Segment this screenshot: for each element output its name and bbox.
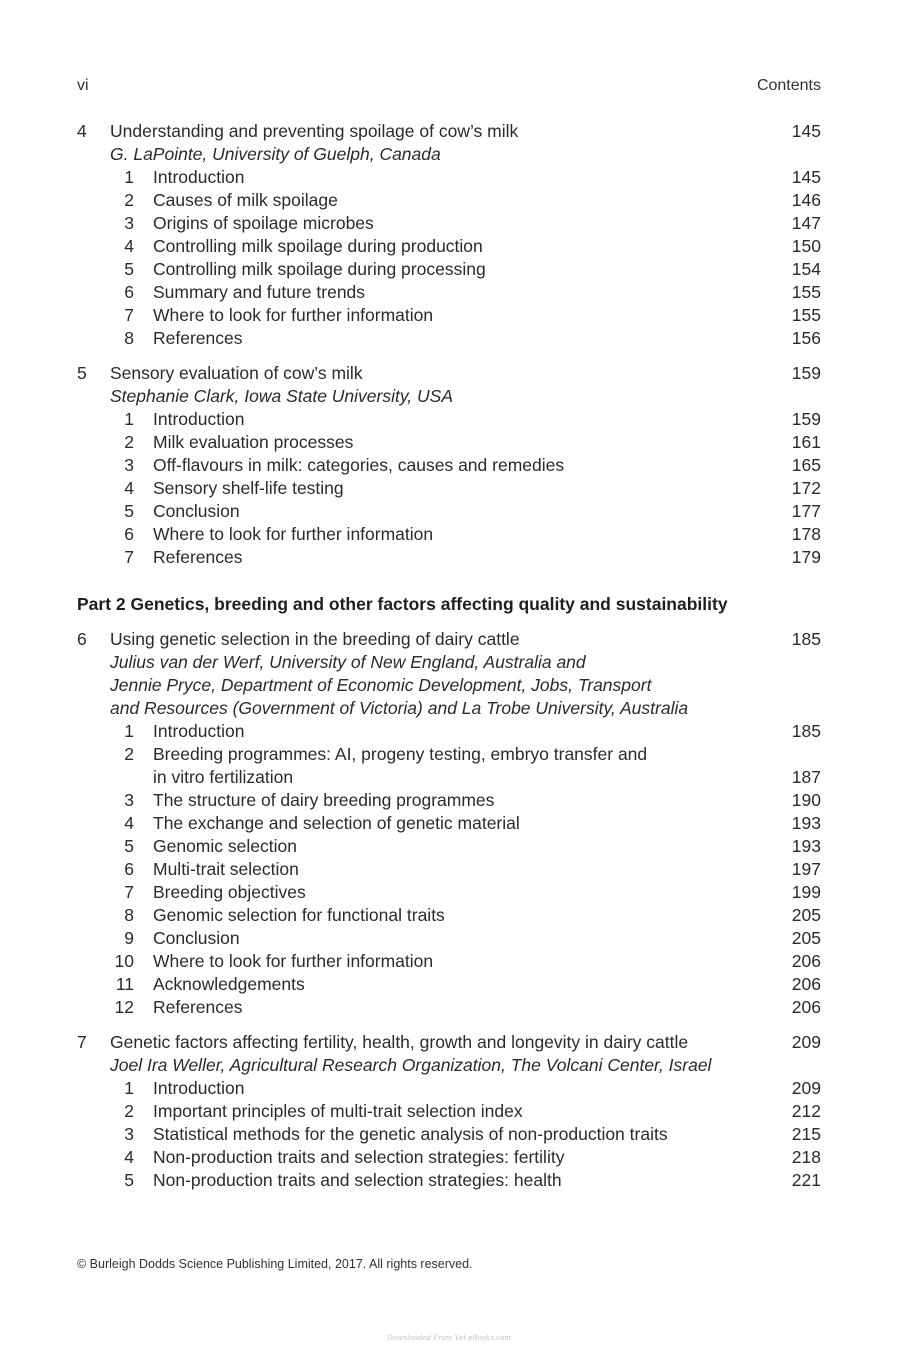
section-page-number: 187 [791, 767, 821, 787]
section-number: 6 [124, 524, 134, 544]
section-title: Where to look for further information [153, 524, 434, 544]
section-page-number: 190 [791, 790, 821, 810]
watermark: Downloaded From Vet-eBooks.com [387, 1334, 511, 1342]
section-number: 8 [124, 905, 134, 925]
section-number: 3 [124, 213, 134, 233]
section-number: 1 [124, 721, 134, 741]
section-page-number: 146 [791, 190, 821, 210]
section-page-number: 221 [791, 1170, 821, 1190]
section-number: 2 [124, 432, 134, 452]
section-title: Origins of spoilage microbes [153, 213, 374, 233]
section-number: 4 [124, 1147, 134, 1167]
section-number: 2 [124, 1101, 134, 1121]
chapter-page-number: 185 [791, 629, 821, 649]
section-page-number: 150 [791, 236, 821, 256]
section-row [77, 454, 821, 477]
section-row [77, 1123, 821, 1146]
chapter-entry [77, 120, 821, 350]
section-number: 3 [124, 1124, 134, 1144]
section-title: Statistical methods for the genetic analysis of non-production traits [153, 1124, 668, 1144]
chapter-heading-row [77, 362, 821, 385]
section-row [77, 258, 821, 281]
chapter-number: 6 [77, 629, 87, 649]
section-title: Introduction [153, 721, 245, 741]
section-row [77, 408, 821, 431]
section-row [77, 950, 821, 973]
section-row [77, 973, 821, 996]
section-number: 5 [124, 1170, 134, 1190]
chapter-entry [77, 1031, 821, 1192]
section-title: Introduction [153, 1078, 245, 1098]
running-title: Contents [756, 77, 821, 94]
part-heading: Part 2 Genetics, breeding and other factors affecting quality and sustainability [77, 594, 728, 614]
section-page-number: 193 [791, 836, 821, 856]
section-number: 7 [124, 882, 134, 902]
section-title: Multi-trait selection [153, 859, 299, 879]
section-page-number: 161 [791, 432, 821, 452]
section-number: 11 [115, 974, 134, 994]
section-number: 7 [124, 305, 134, 325]
chapter-page-number: 159 [791, 363, 821, 383]
section-title: Important principles of multi-trait selection index [153, 1101, 523, 1121]
section-title: Genomic selection [153, 836, 297, 856]
section-number: 5 [124, 259, 134, 279]
section-title: Non-production traits and selection strategies: fertility [153, 1147, 565, 1167]
section-page-number: 215 [791, 1124, 821, 1144]
chapter-number: 5 [77, 363, 87, 383]
section-title: Breeding programmes: AI, progeny testing, embryo transfer and [153, 744, 648, 764]
section-title: Non-production traits and selection strategies: health [153, 1170, 562, 1190]
section-page-number: 197 [791, 859, 821, 879]
section-title: Acknowledgements [153, 974, 305, 994]
section-row [77, 189, 821, 212]
chapter-author: and Resources (Government of Victoria) and La Trobe University, Australia [110, 698, 689, 718]
section-number: 1 [124, 1078, 134, 1098]
section-row [77, 431, 821, 454]
section-title: Controlling milk spoilage during processing [153, 259, 486, 279]
section-page-number: 154 [791, 259, 821, 279]
section-page-number: 172 [791, 478, 821, 498]
copyright-footer: © Burleigh Dodds Science Publishing Limited, 2017. All rights reserved. [77, 1257, 473, 1271]
section-number: 9 [124, 928, 134, 948]
author-row [77, 697, 821, 720]
section-page-number: 206 [791, 997, 821, 1017]
section-row [77, 789, 821, 812]
section-title: References [153, 328, 243, 348]
section-page-number: 156 [791, 328, 821, 348]
section-row [77, 1077, 821, 1100]
section-page-number: 206 [791, 974, 821, 994]
section-title: Genomic selection for functional traits [153, 905, 445, 925]
section-title: Controlling milk spoilage during production [153, 236, 483, 256]
section-page-number: 147 [791, 213, 821, 233]
section-row [77, 812, 821, 835]
section-page-number: 155 [791, 282, 821, 302]
section-number: 12 [114, 997, 134, 1017]
author-row [77, 143, 821, 166]
author-row [77, 1054, 821, 1077]
chapter-author: Julius van der Werf, University of New England, Australia and [110, 652, 586, 672]
section-row [77, 281, 821, 304]
section-row [77, 835, 821, 858]
section-number: 7 [124, 547, 134, 567]
section-row [77, 927, 821, 950]
section-title: The exchange and selection of genetic material [153, 813, 520, 833]
table-of-contents [77, 120, 821, 1204]
section-title: Where to look for further information [153, 951, 434, 971]
section-row [77, 720, 821, 743]
chapter-author: Stephanie Clark, Iowa State University, USA [110, 386, 454, 406]
chapter-number: 7 [77, 1032, 87, 1052]
section-page-number: 209 [791, 1078, 821, 1098]
section-page-number: 193 [791, 813, 821, 833]
section-title: Introduction [153, 167, 245, 187]
section-page-number: 205 [791, 905, 821, 925]
chapter-heading-row [77, 1031, 821, 1054]
section-page-number: 159 [791, 409, 821, 429]
section-page-number: 155 [791, 305, 821, 325]
chapter-entry [77, 628, 821, 1019]
section-row [77, 523, 821, 546]
chapter-group-part-1 [77, 120, 821, 569]
section-page-number: 178 [791, 524, 821, 544]
section-title: Sensory shelf-life testing [153, 478, 344, 498]
section-number: 5 [124, 501, 134, 521]
author-row [77, 385, 821, 408]
section-title: Where to look for further information [153, 305, 434, 325]
section-title: Summary and future trends [153, 282, 366, 302]
section-title: in vitro fertilization [153, 767, 294, 787]
chapter-group-part-2 [77, 628, 821, 1192]
section-number: 10 [114, 951, 134, 971]
section-row [77, 1146, 821, 1169]
section-title: Conclusion [153, 501, 240, 521]
section-page-number: 206 [791, 951, 821, 971]
section-row [77, 235, 821, 258]
section-page-number: 185 [791, 721, 821, 741]
section-title: Conclusion [153, 928, 240, 948]
section-number: 6 [124, 859, 134, 879]
section-number: 4 [124, 236, 134, 256]
chapter-title: Sensory evaluation of cow’s milk [110, 363, 363, 383]
section-number: 3 [124, 790, 134, 810]
section-page-number: 212 [791, 1101, 821, 1121]
section-number: 2 [124, 190, 134, 210]
section-page-number: 218 [791, 1147, 821, 1167]
chapter-entry [77, 362, 821, 569]
section-row [77, 166, 821, 189]
section-number: 4 [124, 478, 134, 498]
section-number: 8 [124, 328, 134, 348]
chapter-title: Genetic factors affecting fertility, health, growth and longevity in dairy cattle [110, 1032, 689, 1052]
section-row [77, 996, 821, 1019]
chapter-title: Using genetic selection in the breeding of dairy cattle [110, 629, 520, 649]
section-number: 5 [124, 836, 134, 856]
section-row [77, 766, 821, 789]
section-number: 1 [124, 409, 134, 429]
section-row [77, 500, 821, 523]
section-page-number: 179 [791, 547, 821, 567]
section-row [77, 904, 821, 927]
author-row [77, 674, 821, 697]
section-title: Breeding objectives [153, 882, 306, 902]
section-row [77, 212, 821, 235]
section-title: References [153, 547, 243, 567]
section-title: Off-flavours in milk: categories, causes and remedies [153, 455, 565, 475]
section-title: Causes of milk spoilage [153, 190, 338, 210]
section-row [77, 858, 821, 881]
chapter-heading-row [77, 120, 821, 143]
section-title: Milk evaluation processes [153, 432, 354, 452]
section-number: 6 [124, 282, 134, 302]
chapter-author: Jennie Pryce, Department of Economic Development, Jobs, Transport [110, 675, 652, 695]
page-number: vi [77, 77, 89, 94]
section-page-number: 205 [791, 928, 821, 948]
section-number: 2 [124, 744, 134, 764]
section-number: 4 [124, 813, 134, 833]
chapter-page-number: 209 [791, 1032, 821, 1052]
chapter-page-number: 145 [791, 121, 821, 141]
section-title: The structure of dairy breeding programmes [153, 790, 495, 810]
chapter-number: 4 [77, 121, 87, 141]
chapter-heading-row [77, 628, 821, 651]
section-page-number: 177 [791, 501, 821, 521]
section-row [77, 477, 821, 500]
section-row [77, 327, 821, 350]
section-row [77, 1169, 821, 1192]
author-row [77, 651, 821, 674]
chapter-author: Joel Ira Weller, Agricultural Research Organization, The Volcani Center, Israel [110, 1055, 712, 1075]
section-row [77, 881, 821, 904]
section-page-number: 199 [791, 882, 821, 902]
section-number: 1 [124, 167, 134, 187]
section-title: References [153, 997, 243, 1017]
section-row [77, 743, 821, 766]
section-row [77, 1100, 821, 1123]
chapter-title: Understanding and preventing spoilage of cow’s milk [110, 121, 519, 141]
section-page-number: 165 [791, 455, 821, 475]
section-number: 3 [124, 455, 134, 475]
section-title: Introduction [153, 409, 245, 429]
chapter-author: G. LaPointe, University of Guelph, Canada [110, 144, 441, 164]
section-row [77, 304, 821, 327]
section-page-number: 145 [791, 167, 821, 187]
section-row [77, 546, 821, 569]
running-header [77, 77, 821, 99]
